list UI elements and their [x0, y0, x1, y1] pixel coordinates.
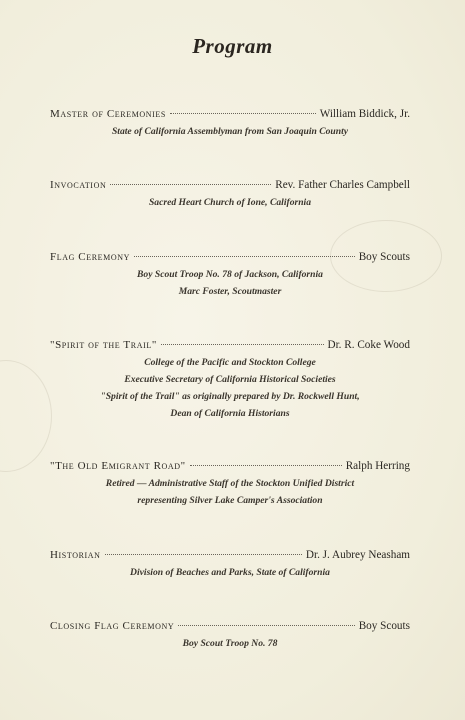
dot-leader: [105, 553, 302, 555]
entry-detail: "Spirit of the Trail" as originally prepared by Dr. Rockwell Hunt,: [100, 391, 360, 402]
entry-line: [50, 460, 410, 472]
program-entry-master-of-ceremonies: [50, 108, 410, 140]
entry-role: Closing Flag Ceremony: [50, 620, 175, 632]
entry-name: Dr. J. Aubrey Neasham: [305, 549, 410, 561]
entry-role: "The Old Emigrant Road": [50, 460, 186, 472]
entry-name: Dr. R. Coke Wood: [327, 339, 410, 351]
entry-name: Rev. Father Charles Campbell: [275, 179, 410, 191]
entry-role: Master of Ceremonies: [50, 108, 166, 120]
program-entry-old-emigrant-road: [50, 460, 410, 509]
entry-detail: representing Silver Lake Camper's Association: [137, 495, 323, 506]
entry-role: Flag Ceremony: [50, 251, 131, 263]
program-entry-invocation: [50, 179, 410, 211]
entry-line: [50, 339, 410, 351]
page-title: Program: [192, 34, 273, 58]
entry-line: [50, 549, 410, 561]
program-entry-flag-ceremony: [50, 251, 410, 300]
entry-line: [50, 108, 410, 120]
dot-leader: [134, 255, 355, 257]
entry-detail: College of the Pacific and Stockton College: [144, 357, 316, 368]
entry-detail: Boy Scout Troop No. 78 of Jackson, California: [137, 269, 323, 280]
entry-line: [50, 179, 410, 191]
entry-detail: State of California Assemblyman from San Joaquin County: [111, 126, 349, 137]
entry-name: William Biddick, Jr.: [319, 108, 410, 120]
dot-leader: [170, 112, 316, 114]
entry-detail: Division of Beaches and Parks, State of California: [130, 567, 330, 578]
program-entry-closing-flag-ceremony: [50, 620, 410, 652]
entry-name: Boy Scouts: [358, 620, 410, 632]
dot-leader: [110, 183, 271, 185]
program-entry-spirit-of-the-trail: [50, 339, 410, 422]
entry-role: Historian: [50, 549, 101, 561]
entry-name: Boy Scouts: [358, 251, 410, 263]
entry-detail: Executive Secretary of California Historical Societies: [124, 374, 336, 385]
dot-leader: [161, 343, 324, 345]
entry-detail: Retired — Administrative Staff of the Stockton Unified District: [105, 478, 355, 489]
entry-detail: Dean of California Historians: [170, 408, 290, 419]
watermark-seal: [0, 360, 52, 472]
dot-leader: [178, 624, 354, 626]
entry-role: "Spirit of the Trail": [50, 339, 157, 351]
entry-detail: Boy Scout Troop No. 78: [182, 638, 278, 649]
entry-detail: Marc Foster, Scoutmaster: [178, 286, 282, 297]
entry-detail: Sacred Heart Church of Ione, California: [148, 197, 312, 208]
program-entry-historian: [50, 549, 410, 581]
entry-line: [50, 251, 410, 263]
dot-leader: [190, 464, 342, 466]
entry-line: [50, 620, 410, 632]
entry-name: Ralph Herring: [345, 460, 410, 472]
entry-role: Invocation: [50, 179, 107, 191]
